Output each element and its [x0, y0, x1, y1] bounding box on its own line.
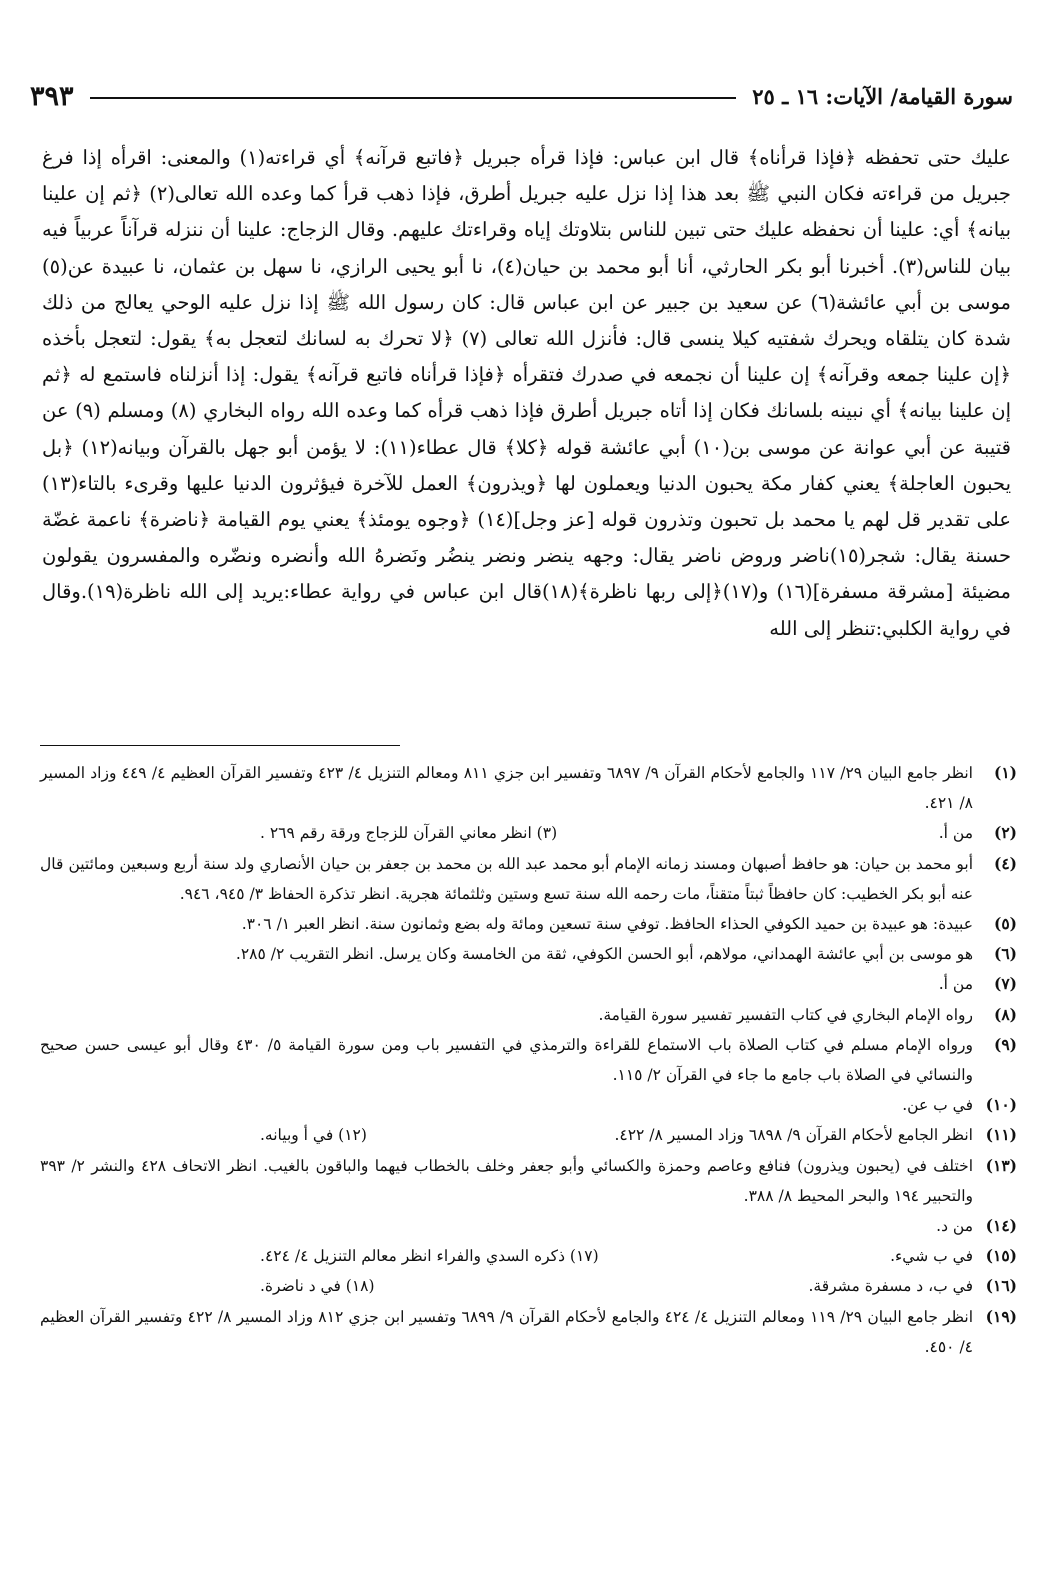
- header-title: سورة القيامة/ الآيات: ١٦ ـ ٢٥: [752, 83, 1013, 109]
- page-number: ٣٩٣: [30, 80, 74, 112]
- footnote-number: (١١): [985, 1125, 1017, 1145]
- footnotes: [40, 758, 1017, 1362]
- footnote-number: (٦): [993, 944, 1017, 964]
- footnote-16: [40, 1271, 1017, 1301]
- footnote-divider: [40, 745, 400, 746]
- footnote-9: [40, 1030, 1017, 1090]
- footnote-text: انظر الجامع لأحكام القرآن ٩/ ٦٨٩٨ وزاد المسير ٨/ ٤٢٢.: [614, 1126, 973, 1145]
- footnote-12: (١٢) في أ وبيانه.: [260, 1126, 367, 1145]
- footnote-number: (٥): [993, 914, 1017, 934]
- footnote-number: (٩): [993, 1034, 1017, 1054]
- footnote-text: من د.: [936, 1217, 973, 1236]
- footnote-number: (١٥): [985, 1246, 1017, 1266]
- footnote-18: (١٨) في د ناضرة.: [260, 1277, 375, 1296]
- footnote-text: من أ.: [938, 975, 973, 994]
- footnote-number: (١٩): [985, 1306, 1017, 1326]
- footnote-number: (١٦): [985, 1276, 1017, 1296]
- footnote-text: هو موسى بن أبي عائشة الهمداني، مولاهم، أبو الحسن الكوفي، ثقة من الخامسة وكان يرسل. انظر التقريب ٢/ ٢٨٥.: [235, 945, 973, 964]
- footnote-10: [40, 1090, 1017, 1120]
- footnote-number: (٤): [993, 853, 1017, 873]
- main-paragraph: عليك حتى تحفظه ﴿فإذا قرأناه﴾ قال ابن عباس: فإذا قرأه جبريل ﴿فاتبع قرآنه﴾ أي قراءته(١) والمعنى: اقرأه إذا فرغ جبريل من قراءته فكان النبي ﷺ بعد هذا إذا نزل عليه جبريل أطرق، فإذا ذهب قرأ كما وعده الله تعالى(٢) ﴿ثم إن علينا بيانه﴾ أي: علينا أن نحفظه عليك حتى تبين للناس بتلاوتك إياه وقراءتك عليهم. وقال الزجاج: علينا أن ننزله قرآناً عربياً فيه بيان للناس(٣). أخبرنا أبو بكر الحارثي، أنا أبو محمد بن حيان(٤)، نا أبو يحيى الرازي، نا سهل بن عثمان، نا عبيدة عن(٥) موسى بن أبي عائشة(٦) عن سعيد بن جبير عن ابن عباس قال: كان رسول الله ﷺ إذا نزل عليه الوحي يعالج من ذلك شدة كان يتلقاه ويحرك شفتيه كيلا ينسى قال: فأنزل الله تعالى (٧) ﴿لا تحرك به لسانك لتعجل به﴾ يقول: لتعجل بأخذه ﴿إن علينا جمعه وقرآنه﴾ إن علينا أن نجمعه في صدرك فتقرأه ﴿فإذا قرأناه فاتبع قرآنه﴾ يقول: إذا أنزلناه فاستمع له ﴿ثم إن علينا بيانه﴾ أي نبينه بلسانك فكان إذا أتاه جبريل أطرق فإذا ذهب قرأه كما وعده الله رواه البخاري (٨) ومسلم (٩) عن قتيبة عن أبي عوانة عن موسى بن(١٠) أبي عائشة قوله ﴿كلا﴾ قال عطاء(١١): لا يؤمن أبو جهل بالقرآن وبيانه(١٢) ﴿بل يحبون العاجلة﴾ يعني كفار مكة يحبون الدنيا ويعملون لها ﴿ويذرون﴾ العمل للآخرة فيؤثرون الدنيا عليها وقرىء بالتاء(١٣) على تقدير قل لهم يا محمد بل تحبون وتذرون قوله [عز وجل](١٤) ﴿وجوه يومئذ﴾ يعني يوم القيامة ﴿ناضرة﴾ ناعمة غضّة حسنة يقال: شجر(١٥)ناضر وروض ناضر يقال: وجهه ينضر ونضر ينضُر ونَضرهُ الله وأنضره ونضّره والمفسرون يقولون مضيئة [مشرقة مسفرة](١٦) و(١٧)﴿إلى ربها ناظرة﴾(١٨)قال ابن عباس في رواية عطاء:يريد إلى الله ناظرة(١٩).وقال في رواية الكلبي:تنظر إلى الله: [42, 146, 1012, 640]
- footnote-19: [40, 1302, 1017, 1362]
- footnote-text: عبيدة: هو عبيدة بن حميد الكوفي الحذاء الحافظ. توفي سنة تسعين ومائة وله بضع وثمانون سنة. انظر العبر ١/ ٣٠٦.: [241, 915, 973, 934]
- footnote-14: [40, 1211, 1017, 1241]
- footnote-number: (١٤): [985, 1216, 1017, 1236]
- running-header: [30, 74, 1013, 118]
- footnote-number: (٨): [993, 1004, 1017, 1024]
- footnote-5: [40, 909, 1017, 939]
- footnote-2: [40, 818, 1017, 848]
- footnote-number: (٢): [993, 823, 1017, 843]
- footnote-1: [40, 758, 1017, 818]
- footnote-4: [40, 849, 1017, 909]
- footnote-number: (١٠): [985, 1095, 1017, 1115]
- footnote-15: [40, 1241, 1017, 1271]
- footnote-text: ورواه الإمام مسلم في كتاب الصلاة باب الاستماع للقراءة والترمذي في التفسير باب ومن سورة القيامة ٥/ ٤٣٠ وقال أبو عيسى حسن صحيح والنسائي في الصلاة باب جامع ما جاء في القرآن ٢/ ١١٥.: [40, 1035, 973, 1085]
- footnote-number: (١٣): [985, 1155, 1017, 1175]
- footnote-text: أبو محمد بن حيان: هو حافظ أصبهان ومسند زمانه الإمام أبو محمد عبد الله بن محمد بن جعفر بن حيان الأنصاري ولد سنة أربع وسبعين ومائتين قال عنه أبو بكر الخطيب: كان حافظاً ثبتاً متقناً، مات رحمه الله سنة تسع وستين وثلثمائة هجرية. انظر تذكرة الحفاظ ٣/ ٩٤٥، ٩٤٦.: [40, 854, 973, 903]
- header-rule: [90, 97, 737, 99]
- footnote-text: في ب عن.: [902, 1096, 973, 1115]
- footnote-3: (٣) انظر معاني القرآن للزجاج ورقة رقم ٢٦٩ .: [260, 824, 558, 843]
- footnote-number: (٧): [993, 974, 1017, 994]
- footnote-text: في ب، د مسفرة مشرقة.: [808, 1277, 973, 1296]
- footnote-13: [40, 1151, 1017, 1211]
- footnote-text: من أ.: [938, 824, 973, 843]
- footnote-text: رواه الإمام البخاري في كتاب التفسير تفسير سورة القيامة.: [598, 1005, 973, 1024]
- footnote-text: انظر جامع البيان ٢٩/ ١١٩ ومعالم التنزيل ٤/ ٤٢٤ والجامع لأحكام القرآن ٩/ ٦٨٩٩ وتفسير ابن جزي ٨١٢ وزاد المسير ٨/ ٤٢٢ وتفسير القرآن العظيم ٤/ ٤٥٠.: [40, 1307, 974, 1356]
- main-text-block: [42, 140, 1011, 647]
- footnote-text: انظر جامع البيان ٢٩/ ١١٧ والجامع لأحكام القرآن ٩/ ٦٨٩٧ وتفسير ابن جزي ٨١١ ومعالم التنزيل ٤/ ٤٢٣ وتفسير القرآن العظيم ٤/ ٤٤٩ وزاد المسير ٨/ ٤٢١.: [40, 764, 973, 813]
- footnote-6: [40, 939, 1017, 969]
- footnote-number: (١): [993, 763, 1017, 782]
- footnote-7: [40, 969, 1017, 999]
- footnote-8: [40, 1000, 1017, 1030]
- footnote-text: اختلف في (يحبون ويذرون) فنافع وعاصم وحمزة والكسائي وأبو جعفر وخلف بالخطاب فيهما والباقون بالغيب. انظر الاتحاف ٤٢٨ والنشر ٢/ ٣٩٣ والتحبير ١٩٤ والبحر المحيط ٨/ ٣٨٨.: [40, 1156, 973, 1205]
- footnote-17: (١٧) ذكره السدي والفراء انظر معالم التنزيل ٤/ ٤٢٤.: [260, 1247, 599, 1266]
- footnote-11: [40, 1120, 1017, 1150]
- footnote-text: في ب شيء.: [890, 1247, 973, 1266]
